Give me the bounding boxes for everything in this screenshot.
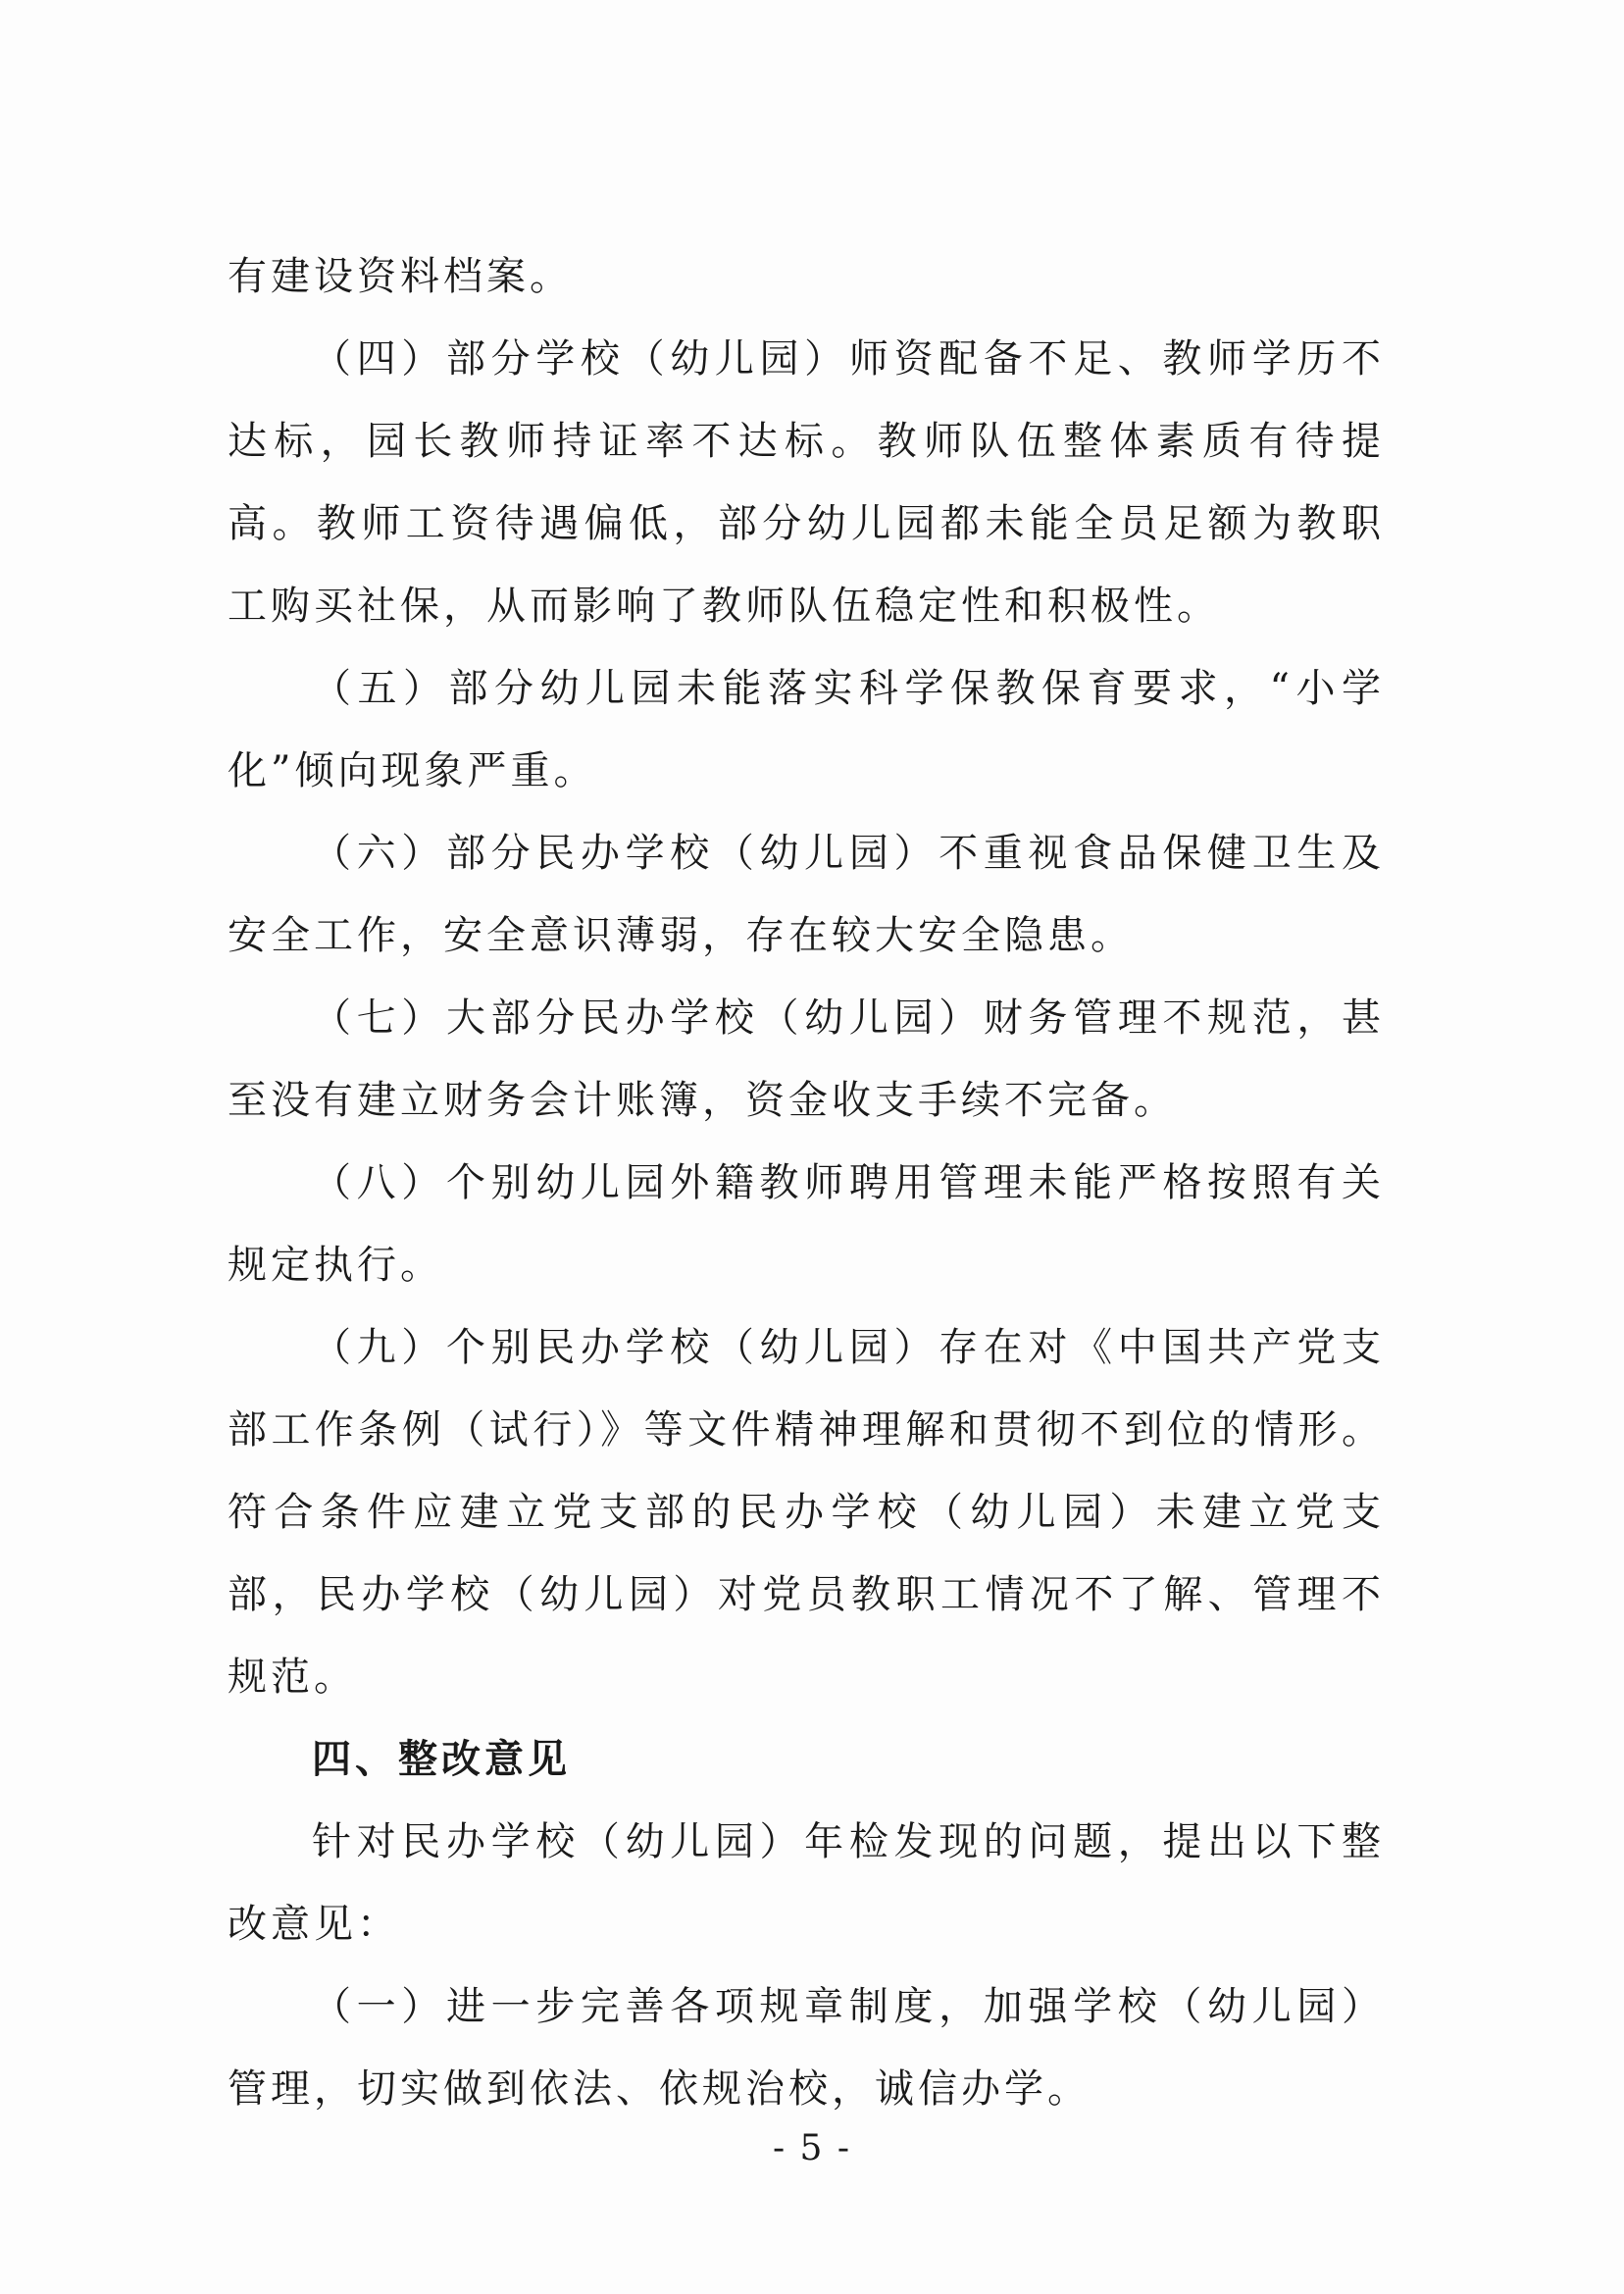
page-number: - 5 -	[772, 2128, 852, 2168]
section-intro: 针对民办学校（幼儿园）年检发现的问题，提出以下整改意见：	[228, 1819, 1385, 1947]
section-heading: 四、整改意见	[312, 1737, 571, 1782]
paragraph-item-8: （八）个别幼儿园外籍教师聘用管理未能严格按照有关规定执行。	[228, 1160, 1385, 1288]
document-body	[228, 235, 1385, 2130]
measure-item-1: （一）进一步完善各项规章制度，加强学校（幼儿园）管理，切实做到依法、依规治校，诚信办学。	[228, 1984, 1385, 2112]
paragraph-item-4: （四）部分学校（幼儿园）师资配备不足、教师学历不达标，园长教师持证率不达标。教师队伍整体素质有待提高。教师工资待遇偏低，部分幼儿园都未能全员足额为教职工购买社保，从而影响了教师队伍稳定性和积极性。	[228, 336, 1385, 629]
paragraph-continuation: 有建设资料档案。	[228, 254, 573, 299]
paragraph-item-7: （七）大部分民办学校（幼儿园）财务管理不规范，甚至没有建立财务会计账簿，资金收支手续不完备。	[228, 995, 1385, 1123]
paragraph-item-5: （五）部分幼儿园未能落实科学保教保育要求，“小学化”倾向现象严重。	[228, 666, 1385, 793]
paragraph-item-6: （六）部分民办学校（幼儿园）不重视食品保健卫生及安全工作，安全意识薄弱，存在较大安全隐患。	[228, 831, 1385, 958]
paragraph-item-9: （九）个别民办学校（幼儿园）存在对《中国共产党支部工作条例（试行）》等文件精神理解和贯彻不到位的情形。符合条件应建立党支部的民办学校（幼儿园）未建立党支部，民办学校（幼儿园）对党员教职工情况不了解、管理不规范。	[228, 1325, 1385, 1700]
